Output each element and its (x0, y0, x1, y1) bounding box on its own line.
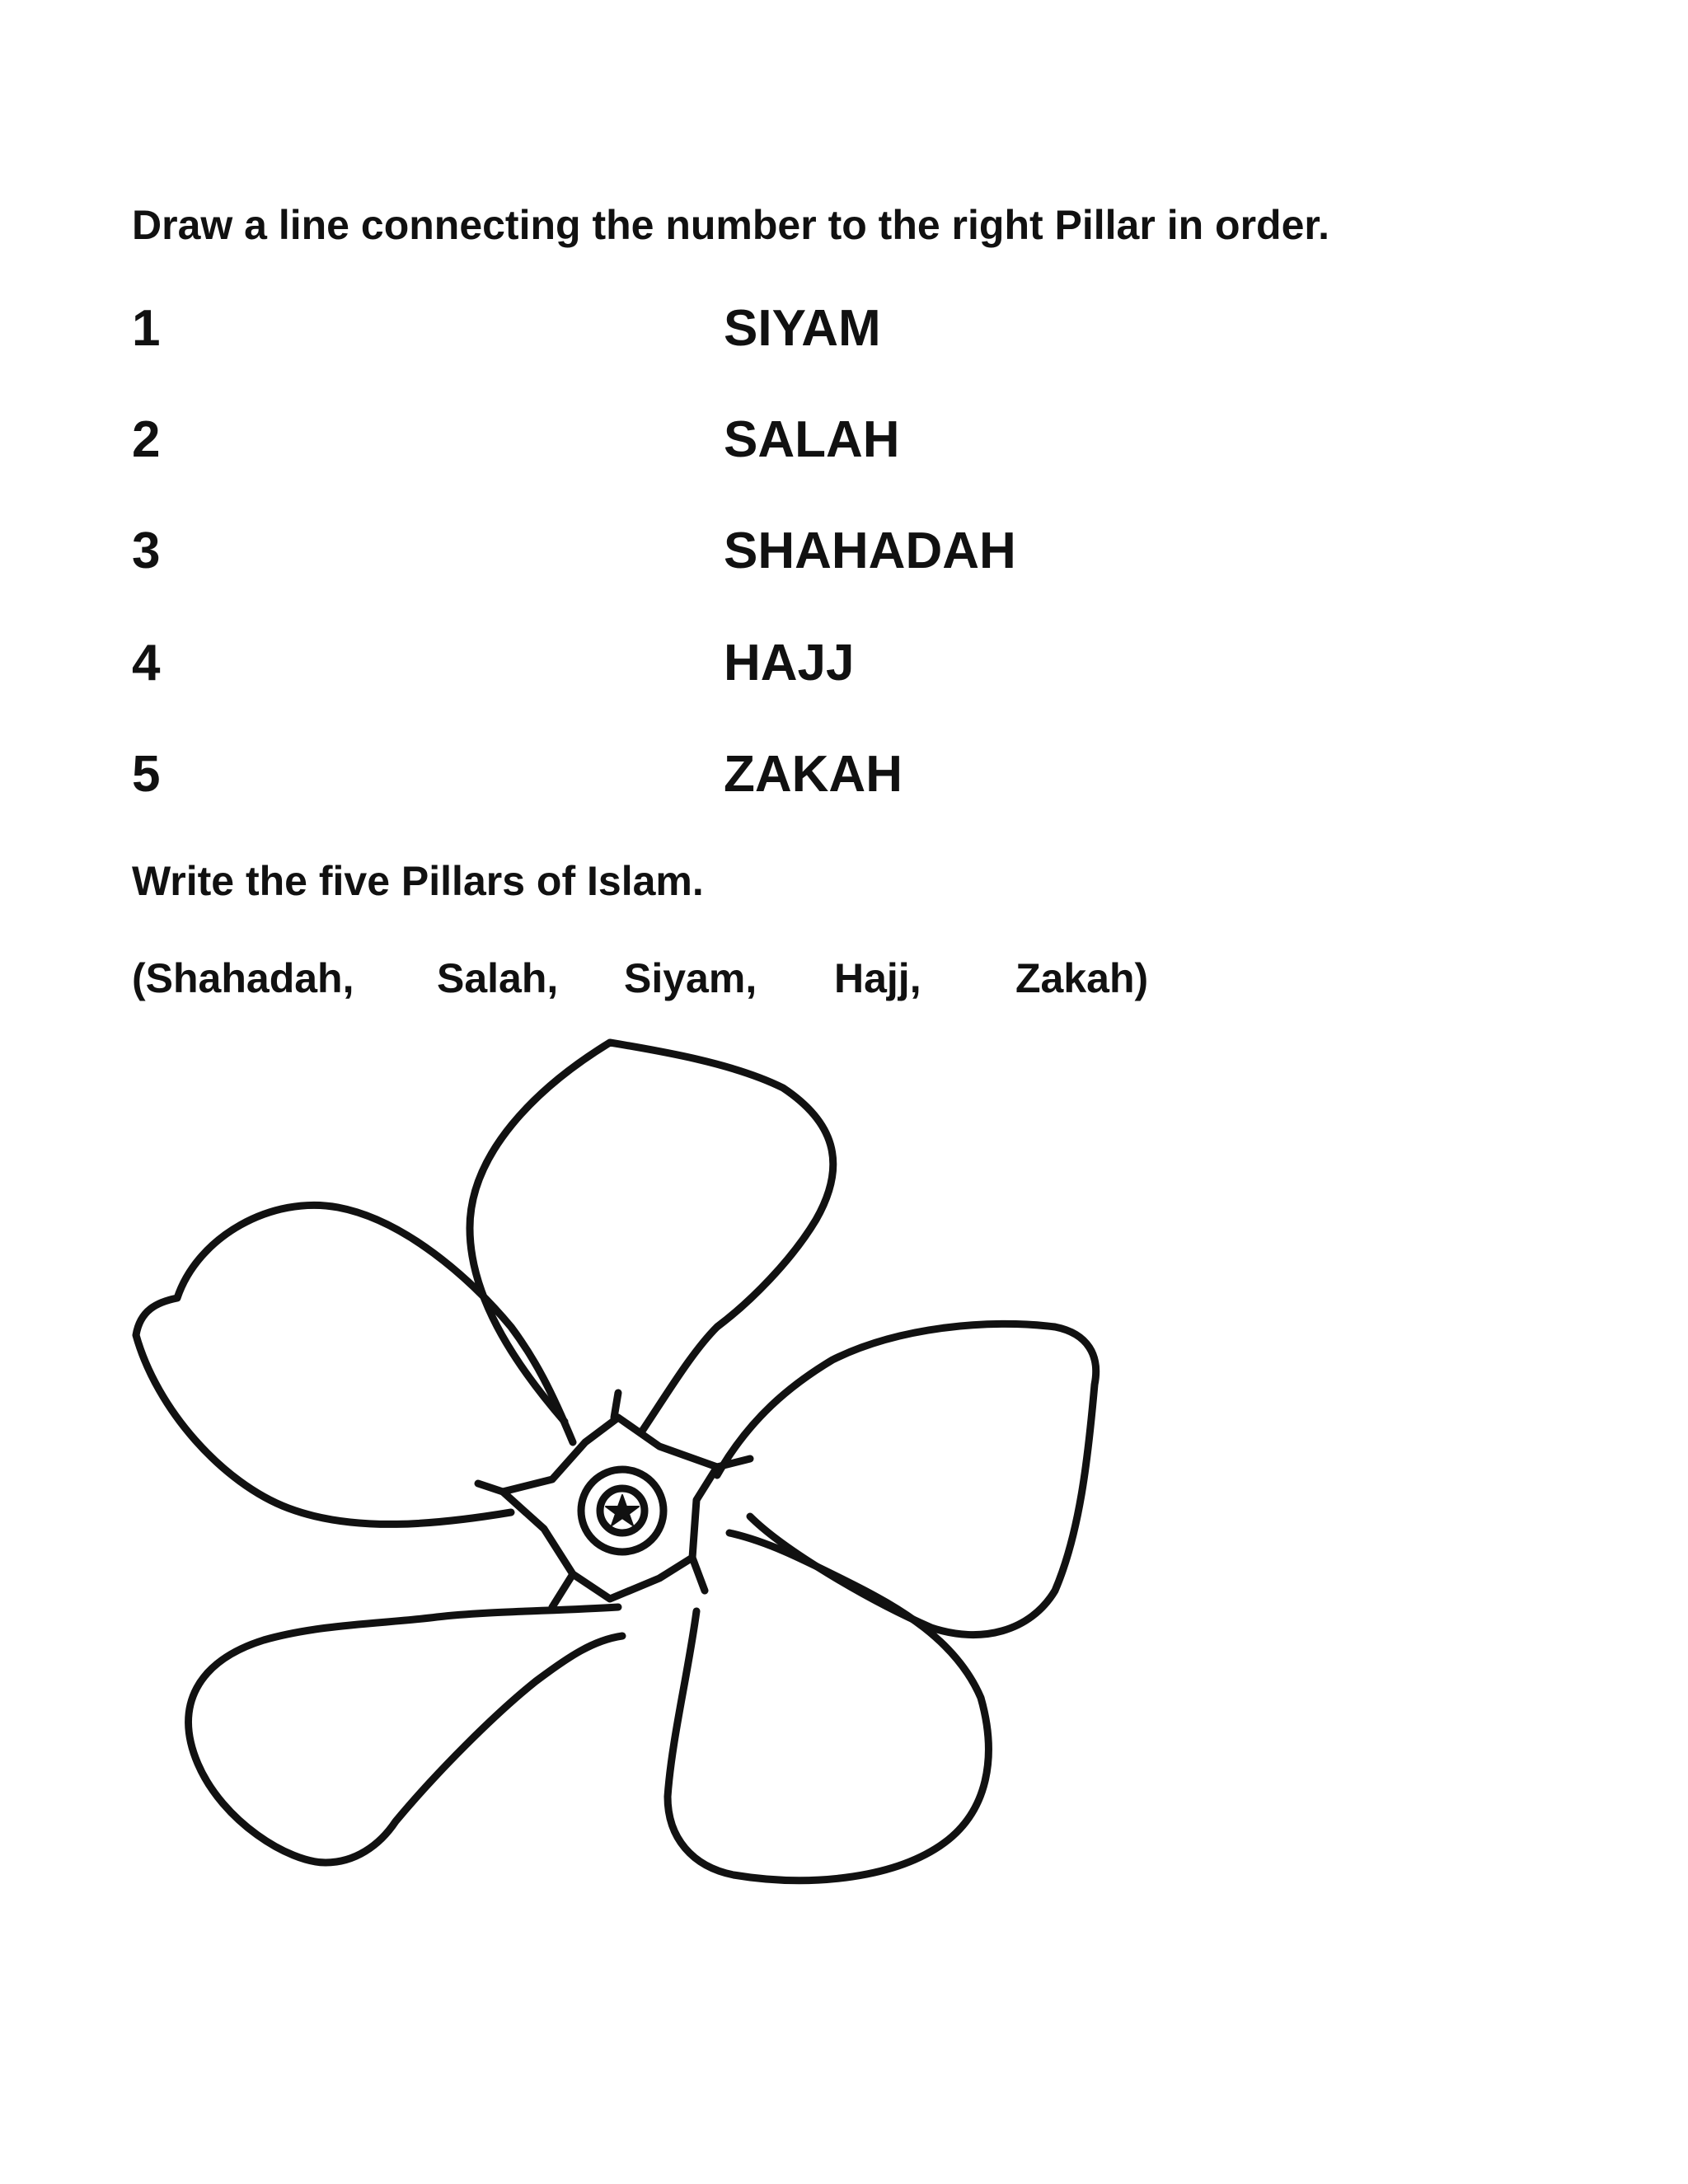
matching-row (132, 300, 1203, 361)
match-pillar: SALAH (724, 411, 900, 468)
flower-center-star-icon (606, 1495, 639, 1526)
flower-sepal-tip (552, 1574, 573, 1607)
word-bank-item: Hajj, (834, 955, 921, 1001)
match-pillar: SHAHADAH (724, 523, 1016, 579)
matching-row (132, 635, 1203, 696)
matching-row (132, 523, 1203, 583)
flower-sepal-tip (614, 1393, 618, 1418)
match-number: 5 (132, 746, 161, 803)
write-instruction: Write the five Pillars of Islam. (132, 858, 704, 904)
flower-petal (470, 1043, 833, 1430)
word-bank (132, 955, 1203, 1007)
flower-petal (668, 1533, 988, 1881)
matching-row (132, 746, 1203, 807)
match-pillar: ZAKAH (724, 746, 903, 803)
match-pillar: SIYAM (724, 300, 881, 357)
flower-petal (717, 1324, 1096, 1634)
match-number: 3 (132, 523, 161, 579)
word-bank-item: Zakah) (1015, 955, 1149, 1001)
match-pillar: HAJJ (724, 635, 855, 691)
match-number: 1 (132, 300, 161, 357)
word-bank-item: Salah, (437, 955, 559, 1001)
matching-row (132, 411, 1203, 472)
flower-petal (189, 1607, 622, 1863)
flower-sepal-tip (692, 1558, 705, 1591)
match-number: 2 (132, 411, 161, 468)
word-bank-item: Siyam, (624, 955, 757, 1001)
flower-petal (136, 1205, 573, 1524)
match-number: 4 (132, 635, 161, 691)
flower-drawing[interactable] (124, 1030, 1195, 1920)
flower-sepal-tip (478, 1483, 503, 1492)
matching-instruction: Draw a line connecting the number to the right Pillar in order. (132, 202, 1329, 248)
word-bank-item: (Shahadah, (132, 955, 354, 1001)
